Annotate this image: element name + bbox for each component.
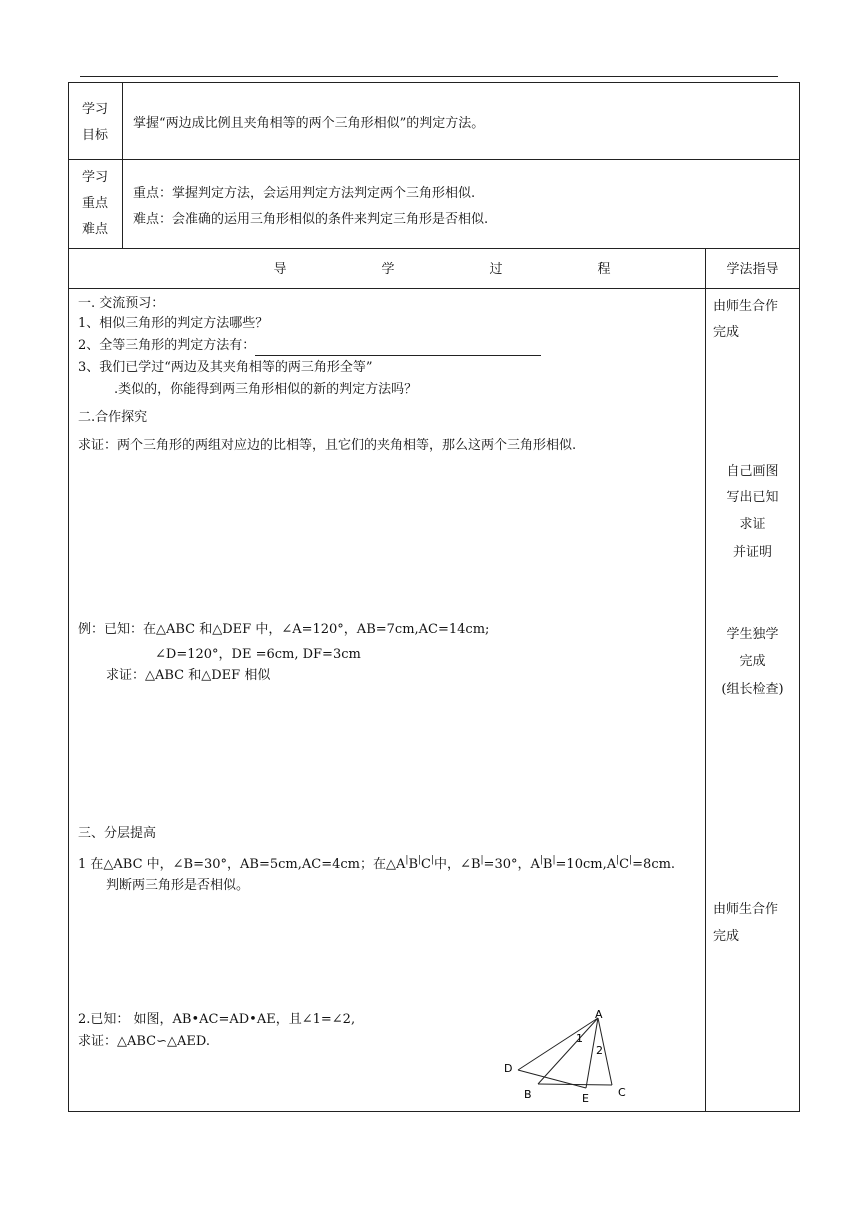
- point-d-label: D: [504, 1062, 513, 1075]
- section3-title: 三、分层提高: [78, 826, 157, 841]
- section1-item-2: 2、全等三角形的判定方法有：: [78, 336, 541, 356]
- side-note-1-line-2: 完成: [713, 325, 740, 340]
- point-a-label: A: [595, 1008, 603, 1021]
- section2-title: 二.合作探究: [78, 410, 148, 425]
- side-note-1-line-1: 由师生合作: [713, 299, 779, 314]
- section1-title: 一. 交流预习：: [78, 296, 165, 311]
- example-line-3: 求证：△ABC 和△DEF 相似: [106, 668, 271, 683]
- goal-label-2: 目标: [81, 128, 108, 143]
- keypoints-row: [68, 159, 800, 249]
- goal-label-1: 学习: [81, 102, 108, 117]
- keypoints-label-3: 难点: [81, 222, 108, 237]
- focus-text: 重点：掌握判定方法，会运用判定方法判定两个三角形相似.: [133, 186, 476, 201]
- process-char-1: 导: [273, 262, 287, 277]
- example-line-2: ∠D=120°，DE =6cm, DF=3cm: [155, 647, 361, 662]
- side-note-3-line-1: 学生独学: [726, 627, 779, 642]
- header-rule: [80, 76, 778, 77]
- process-heading: [226, 260, 658, 280]
- keypoints-label-1: 学习: [81, 170, 108, 185]
- segment-bc: [538, 1084, 612, 1085]
- side-note-4-line-1: 由师生合作: [713, 902, 779, 917]
- section1-item-1: 1、相似三角形的判定方法哪些？: [78, 316, 269, 331]
- process-char-2: 学: [381, 262, 395, 277]
- keypoints-label-2: 重点: [81, 196, 108, 211]
- side-note-3-line-3: (组长检查): [721, 682, 784, 697]
- point-e-label: E: [582, 1092, 589, 1105]
- segment-de: [518, 1070, 586, 1088]
- side-note-2-line-1: 自己画图: [726, 464, 779, 479]
- triangle-figure: [498, 1008, 638, 1112]
- process-header-divider: [68, 288, 800, 289]
- side-note-3-line-2: 完成: [739, 654, 766, 669]
- section2-prove: 求证：两个三角形的两组对应边的比相等，且它们的夹角相等，那么这两个三角形相似.: [78, 438, 577, 453]
- angle-2-label: 2: [596, 1044, 603, 1057]
- problem2-line-1: 2.已知： 如图，AB•AC=AD•AE，且∠1=∠2,: [78, 1012, 356, 1027]
- side-note-2-line-2: 写出已知: [726, 490, 779, 505]
- problem2-line-2: 求证：△ABC∽△AED.: [78, 1034, 210, 1049]
- section1-item-4: .类似的，你能得到两三角形相似的新的判定方法吗？: [114, 382, 418, 397]
- difficulty-text: 难点：会准确的运用三角形相似的条件来判定三角形是否相似.: [133, 212, 489, 227]
- process-char-4: 程: [597, 262, 611, 277]
- problem1-line-2: 判断两三角形是否相似。: [106, 878, 250, 893]
- answer-blank[interactable]: [255, 341, 541, 356]
- point-c-label: C: [618, 1086, 626, 1099]
- example-line-1: 例：已知：在△ABC 和△DEF 中，∠A=120°，AB=7cm,AC=14cm;: [78, 622, 490, 637]
- side-note-4-line-2: 完成: [713, 929, 740, 944]
- guide-heading: 学法指导: [726, 262, 779, 277]
- angle-1-label: 1: [576, 1032, 583, 1045]
- side-note-2-line-3: 求证: [739, 517, 766, 532]
- goal-text: 掌握“两边成比例且夹角相等的两个三角形相似”的判定方法。: [133, 116, 485, 131]
- process-char-3: 过: [489, 262, 503, 277]
- problem1-line-1: 1 在△ABC 中，∠B=30°，AB=5cm,AC=4cm；在△A|B|C|中，∠B|=30°，A|B|=10cm,A|C|=8cm.: [78, 855, 676, 872]
- section1-item-3: 3、我们已学过“两边及其夹角相等的两三角形全等”: [78, 360, 373, 375]
- point-b-label: B: [524, 1088, 532, 1101]
- side-note-2-line-4: 并证明: [732, 545, 772, 560]
